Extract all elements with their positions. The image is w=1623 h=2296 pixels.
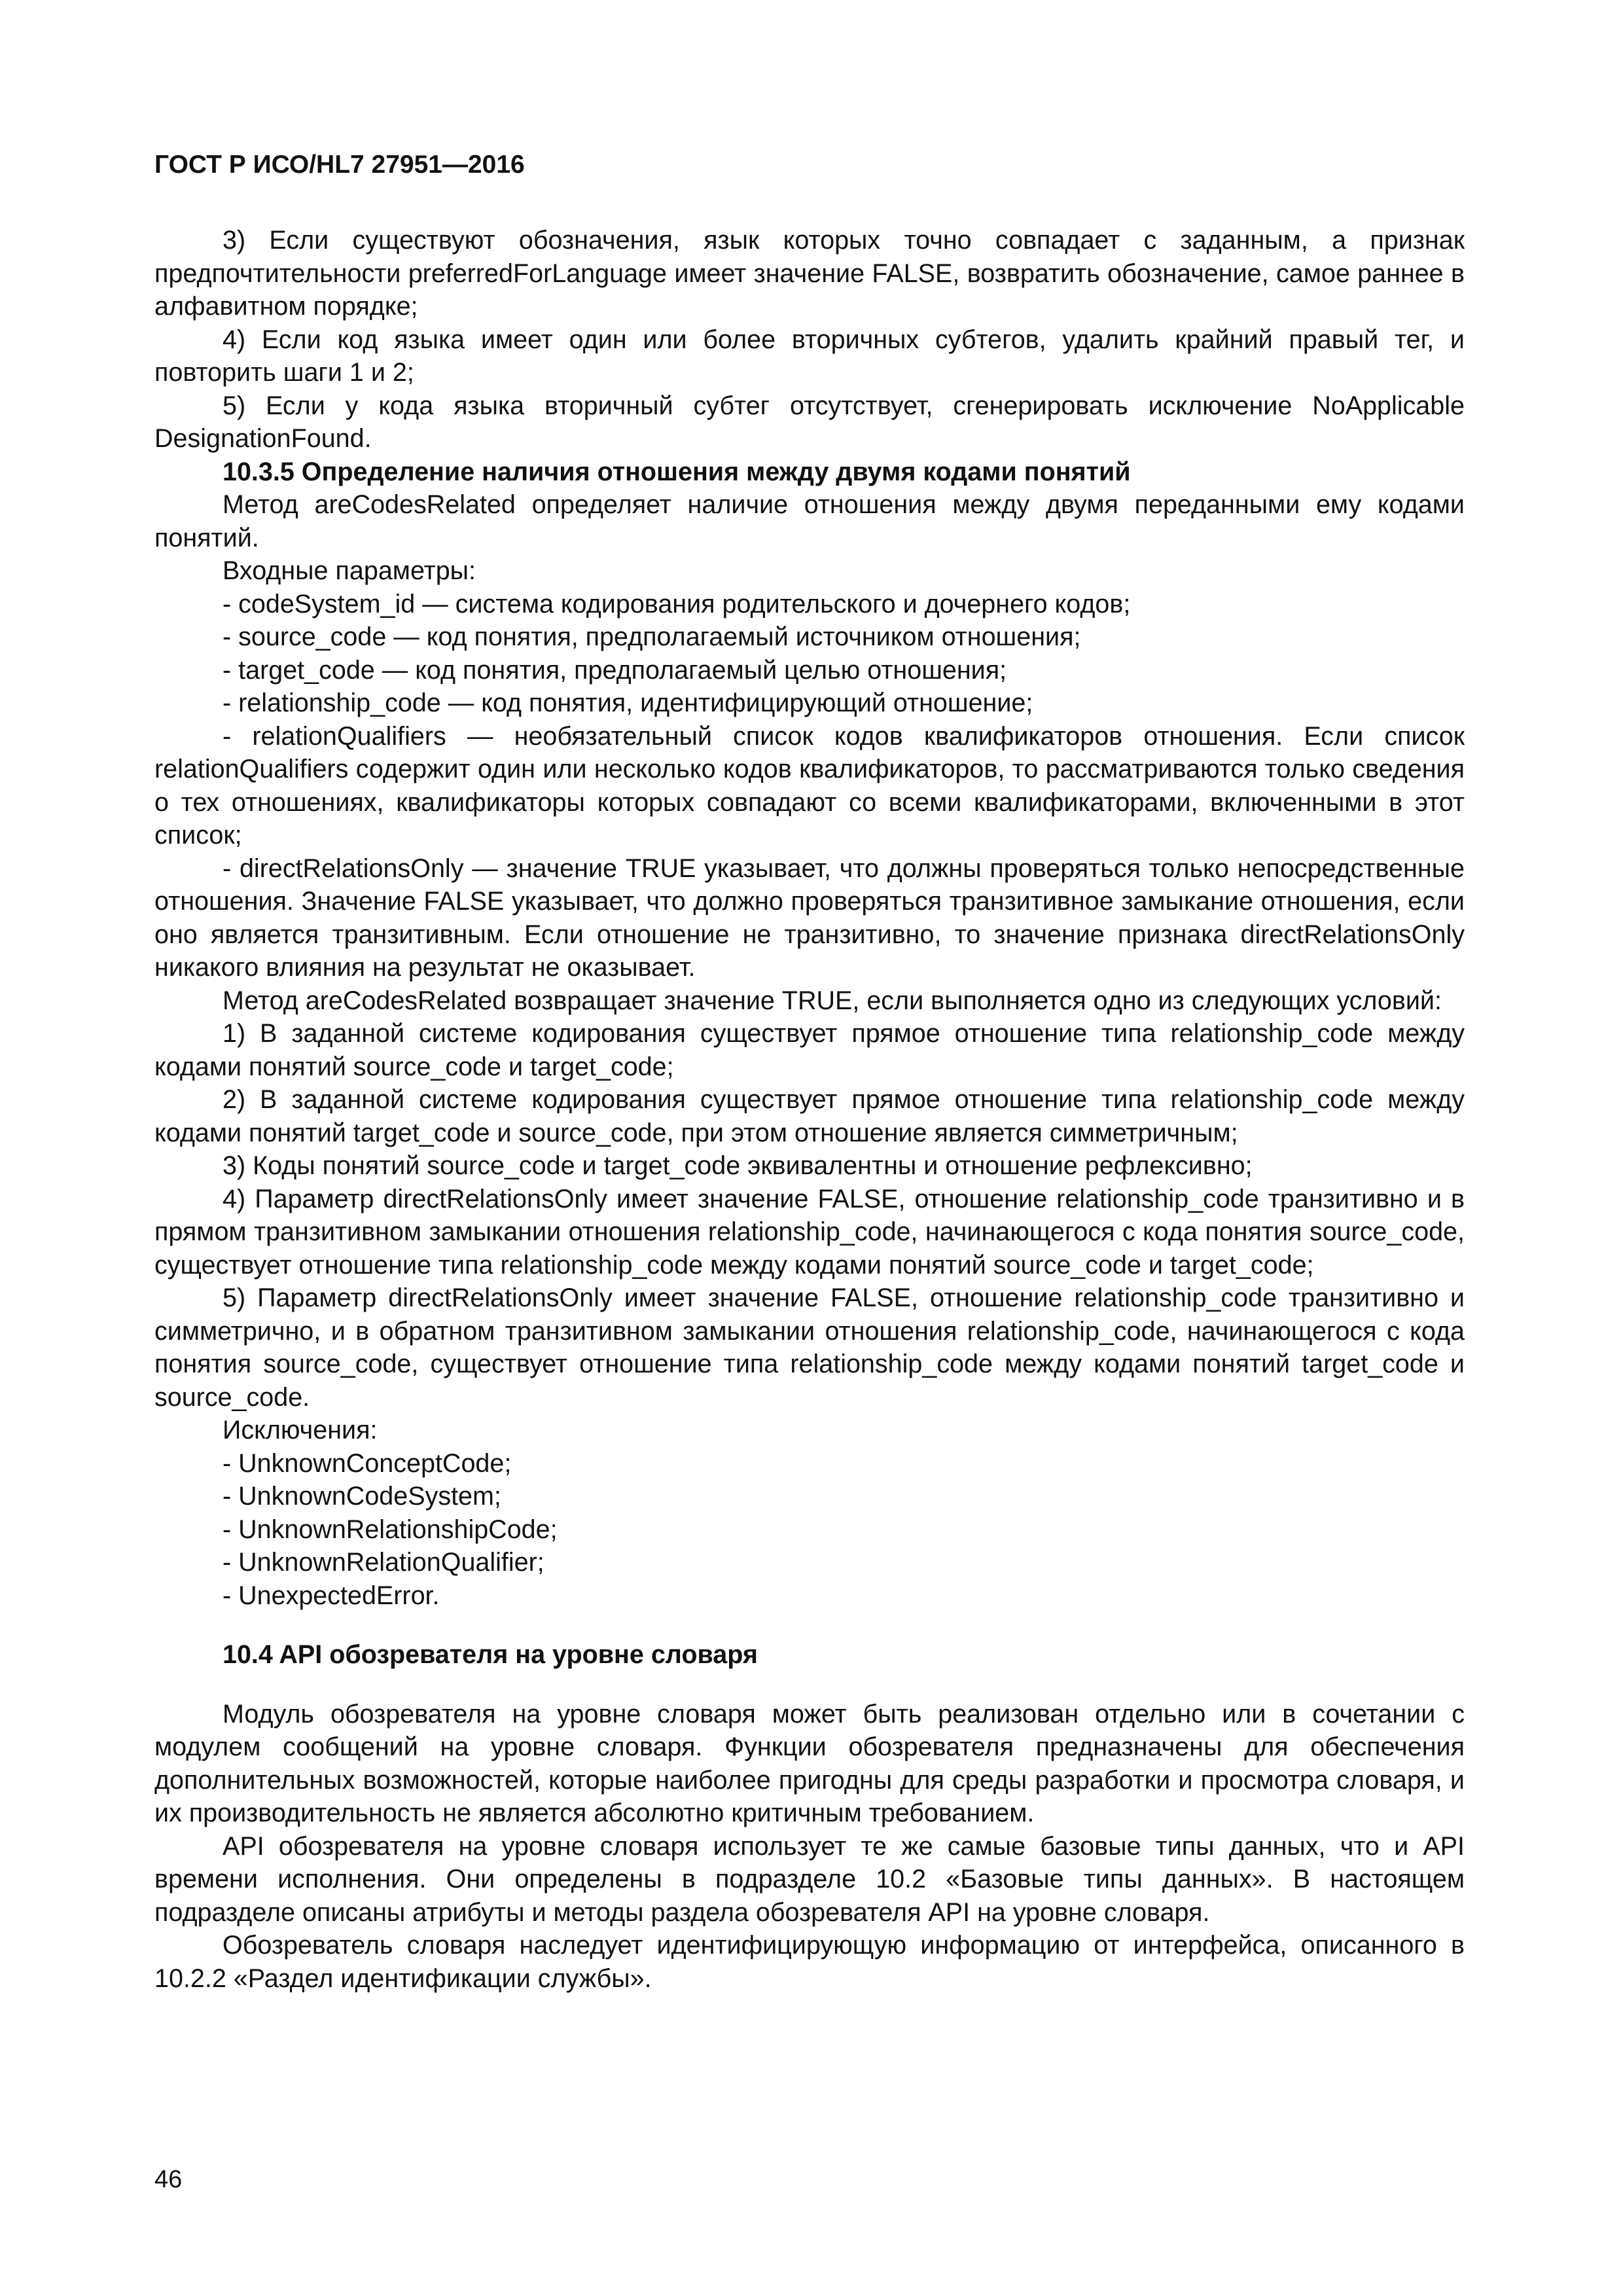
- document-body: [154, 224, 1465, 1995]
- list-item: - relationship_code — код понятия, идентифицирующий отношение;: [223, 689, 1033, 717]
- paragraph: Входные параметры:: [223, 556, 476, 585]
- paragraph: 3) Если существуют обозначения, язык которых точно совпадает с заданным, а признак предпочтительности preferredForLanguage имеет значение FALSE, возвратить обозначение, самое раннее в алфавитном порядке;: [154, 226, 1465, 321]
- page-number: 46: [154, 2166, 183, 2193]
- paragraph: 2) В заданной системе кодирования существует прямое отношение типа relationship_code между кодами понятий target_code и source_code, при этом отношение является симметричным;: [154, 1085, 1465, 1147]
- list-item: - codeSystem_id — система кодирования родительского и дочернего кодов;: [223, 589, 1131, 619]
- list-item: - target_code — код понятия, предполагаемый целью отношения;: [223, 655, 1007, 685]
- section-heading: 10.3.5 Определение наличия отношения между двумя кодами понятий: [223, 457, 1131, 486]
- paragraph: API обозревателя на уровне словаря использует те же самые базовые типы данных, что и API времени исполнения. Они определены в подразделе 10.2 «Базовые типы данных». В настоящем подразделе описаны атрибуты и методы раздела обозревателя API на уровне словаря.: [154, 1831, 1465, 1927]
- standard-header: ГОСТ Р ИСО/HL7 27951—2016: [154, 151, 525, 179]
- list-item: - relationQualifiers — необязательный список кодов квалификаторов отношения. Если список relationQualifiers содержит один или несколько кодов квалификаторов, то рассматриваются только сведения о тех отношениях, квалификаторы которых совпадают со всеми квалификаторами, включенными в этот список;: [154, 721, 1465, 850]
- paragraph: Обозреватель словаря наследует идентифицирующую информацию от интерфейса, описанного в 10.2.2 «Раздел идентификации службы».: [154, 1931, 1465, 1993]
- list-item: - UnexpectedError.: [223, 1581, 440, 1610]
- paragraph: 4) Если код языка имеет один или более вторичных субтегов, удалить крайний правый тег, и повторить шаги 1 и 2;: [154, 325, 1465, 387]
- section-heading: 10.4 API обозревателя на уровне словаря: [223, 1640, 758, 1669]
- paragraph: 5) Если у кода языка вторичный субтег отсутствует, сгенерировать исключение NoApplicable DesignationFound.: [154, 391, 1465, 453]
- paragraph: 4) Параметр directRelationsOnly имеет значение FALSE, отношение relationship_code транзитивно и в прямом транзитивном замыкании отношения relationship_code, начинающегося с кода понятия source_code, существует отношение типа relationship_code между кодами понятий source_code и target_code;: [154, 1184, 1465, 1280]
- paragraph: Метод areCodesRelated определяет наличие отношения между двумя переданными ему кодами понятий.: [154, 490, 1465, 552]
- paragraph: 5) Параметр directRelationsOnly имеет значение FALSE, отношение relationship_code транзитивно и симметрично, и в обратном транзитивном замыкании отношения relationship_code, начинающегося с кода понятия source_code, существует отношение типа relationship_code между кодами понятий target_code и source_code.: [154, 1283, 1465, 1412]
- list-item: - directRelationsOnly — значение TRUE указывает, что должны проверяться только непосредственные отношения. Значение FALSE указывает, что должно проверяться транзитивное замыкание отношения, если оно является транзитивным. Если отношение не транзитивно, то значение признака directRelationsOnly никакого влияния на результат не оказывает.: [154, 853, 1465, 982]
- document-page: [154, 0, 1465, 2296]
- list-item: - UnknownRelationshipCode;: [223, 1515, 558, 1544]
- list-item: - UnknownConceptCode;: [223, 1448, 512, 1478]
- paragraph: Модуль обозревателя на уровне словаря может быть реализован отдельно или в сочетании с модулем сообщений на уровне словаря. Функции обозревателя предназначены для обеспечения дополнительных возможностей, которые наиболее пригодны для среды разработки и просмотра словаря, и их производительность не является абсолютно критичным требованием.: [154, 1699, 1465, 1827]
- list-item: - source_code — код понятия, предполагаемый источником отношения;: [223, 622, 1081, 651]
- paragraph: Исключения:: [223, 1416, 378, 1444]
- paragraph: 1) В заданной системе кодирования существует прямое отношение типа relationship_code между кодами понятий source_code и target_code;: [154, 1019, 1465, 1081]
- paragraph: 3) Коды понятий source_code и target_code эквивалентны и отношение рефлексивно;: [223, 1151, 1253, 1180]
- spacer: [154, 1672, 1465, 1698]
- list-item: - UnknownRelationQualifier;: [223, 1548, 544, 1577]
- spacer: [154, 1612, 1465, 1638]
- list-item: - UnknownCodeSystem;: [223, 1482, 501, 1511]
- paragraph: Метод areCodesRelated возвращает значение TRUE, если выполняется одно из следующих условий:: [223, 986, 1442, 1015]
